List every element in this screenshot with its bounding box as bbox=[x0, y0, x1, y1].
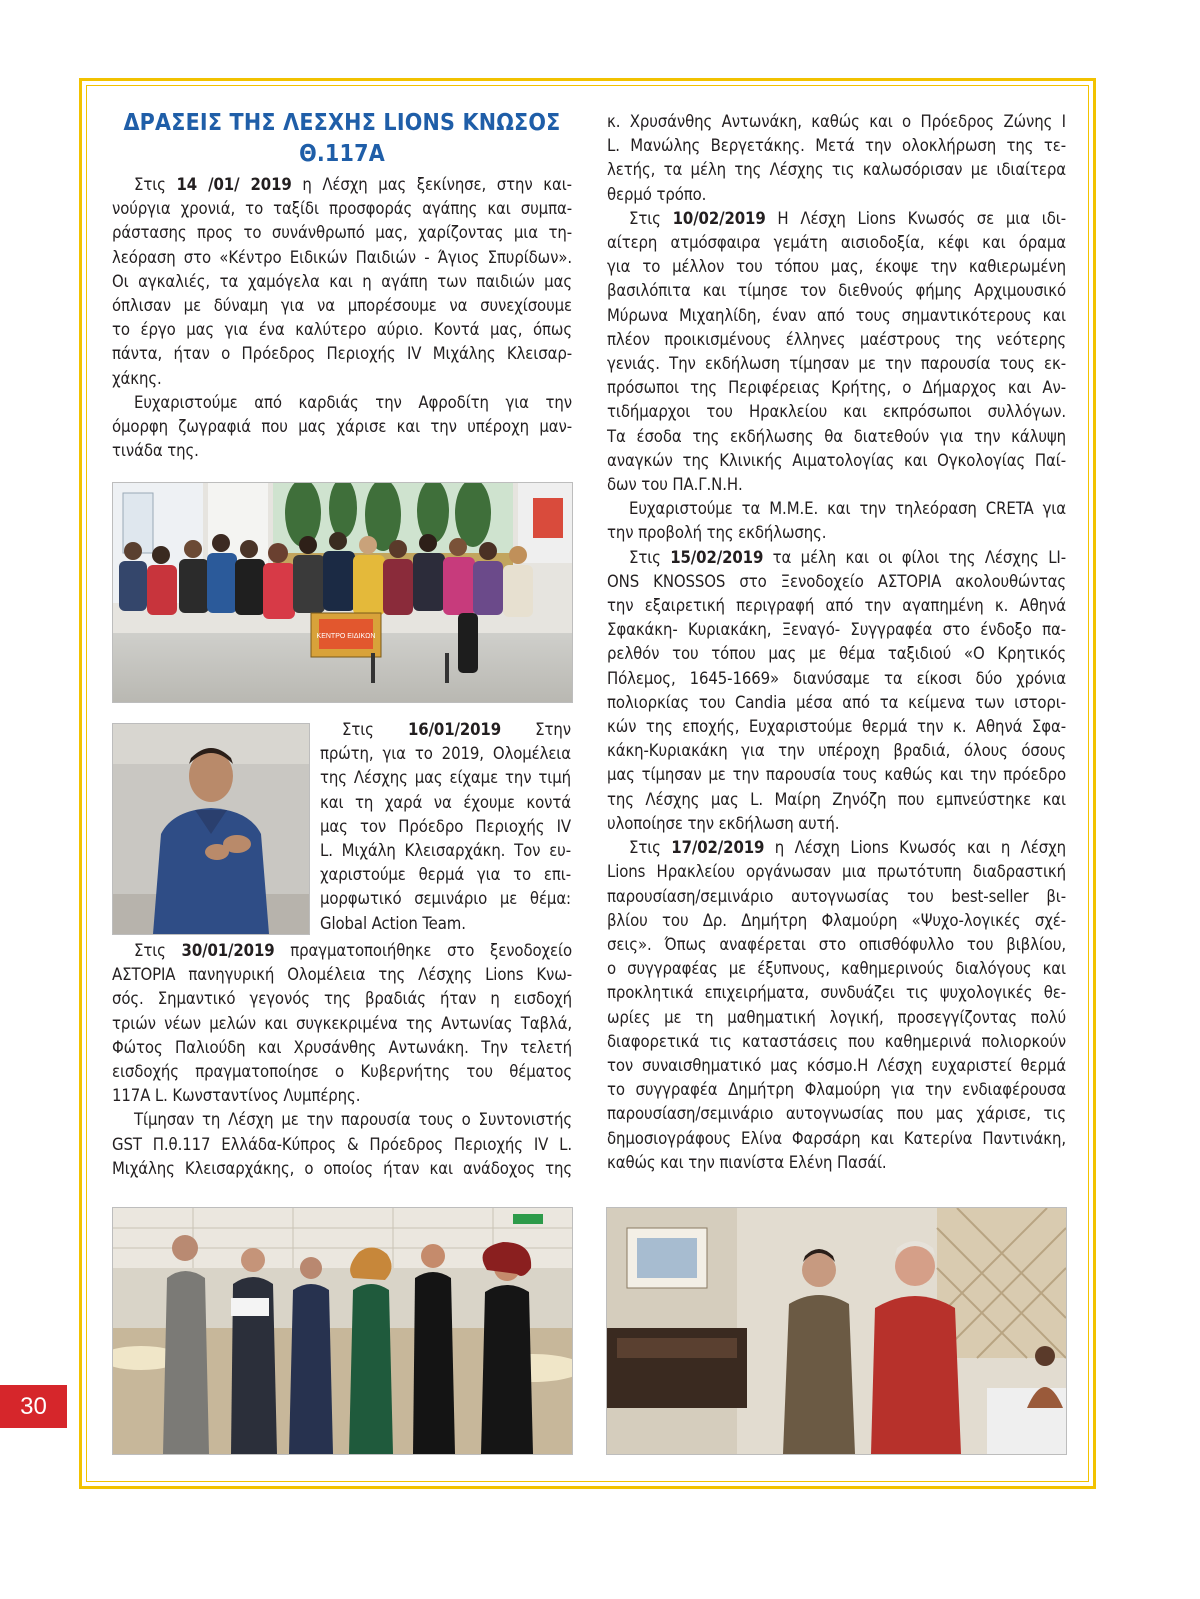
hotel-event-photo bbox=[607, 1208, 1066, 1454]
text-line: τιδήμαρχοι του Ηρακλείου και εκπρόσωποι συλλόγων. bbox=[607, 402, 1066, 422]
text-run: πραγματοποιήθηκε στο ξενοδοχείο bbox=[274, 941, 572, 960]
date-highlight: 10/02/2019 bbox=[672, 208, 766, 228]
text-line: παρουσίαση/σεμινάριο αυτογνωσίας του best-seller βι- bbox=[607, 886, 1066, 906]
text-line: τον συναισθηματικό μας κόσμο.Η Λέσχη ευχαριστεί θερμά bbox=[607, 1055, 1066, 1075]
photo-induction-ceremony bbox=[112, 1207, 573, 1455]
text-run: Στην bbox=[501, 720, 571, 739]
text-line: εισδοχής πραγματοποίησε ο Κυβερνήτης του θέματος bbox=[112, 1062, 572, 1082]
text-line: πλέον προικισμένους έλληνες μαέστρους της νεότερης bbox=[607, 329, 1066, 349]
text-line: σεις». Όπως αναφέρεται στο οπισθόφυλλο του βιβλίου, bbox=[607, 934, 1066, 954]
text-line bbox=[607, 207, 1066, 231]
photo-hotel-event bbox=[606, 1207, 1067, 1455]
text-line: προκλητικά επιχειρήματα, συνδυάζει τις ψυχολογικές θε- bbox=[607, 983, 1066, 1003]
text-line: χαριστούμε θερμά για το επι- bbox=[320, 865, 571, 885]
date-highlight: 30/01/2019 bbox=[181, 941, 275, 960]
text-run: Στις bbox=[134, 941, 182, 960]
text-run: Η Λέσχη Lions Κνωσός σε μια ιδι- bbox=[765, 208, 1066, 228]
text-line bbox=[320, 718, 571, 742]
photo-speaker bbox=[112, 723, 310, 935]
text-line: την εξαιρετική περιγραφή από την αγαπημένη κ. Αθηνά bbox=[607, 596, 1066, 616]
text-line bbox=[112, 173, 572, 197]
text-line: λεόραση στο «Κέντρο Ειδικών Παιδιών - Άγιος Σπυρίδων». bbox=[112, 247, 572, 267]
text-line bbox=[607, 546, 1066, 570]
text-run: Στις bbox=[629, 547, 671, 567]
text-line bbox=[112, 939, 572, 963]
text-line: μορφωτικό σεμινάριο με θέμα: bbox=[320, 889, 571, 909]
text-line: GST Π.θ.117 Ελλάδα-Κύπρος & Πρόεδρος Περιοχής IV L. bbox=[112, 1134, 572, 1154]
text-line: διαφορετικά τις καταστάσεις που καθημερινά πολιορκούν bbox=[607, 1031, 1066, 1051]
text-line: Ευχαριστούμε τα Μ.Μ.Ε. και την τηλεόραση CRETA για bbox=[629, 499, 1066, 519]
article-title-line1: ΔΡΑΣΕΙΣ ΤΗΣ ΛΕΣΧΗΣ LIONS ΚΝΩΣΟΣ bbox=[123, 110, 561, 136]
text-line: L. Μιχάλη Κλεισαρχάκη. Τον ευ- bbox=[320, 841, 571, 861]
text-run: η Λέσχη Lions Κνωσός και η Λέσχη bbox=[764, 838, 1067, 858]
text-line: της Λέσχης μας είχαμε την τιμή bbox=[320, 768, 571, 788]
text-line: Lions Ηρακλείου οργάνωσαν μια πρωτότυπη διαδραστική bbox=[607, 862, 1066, 882]
text-line: παρουσίαση/σεμινάριο αυτογνωσίας που μας χάρισε, τις bbox=[607, 1104, 1066, 1124]
article-title bbox=[112, 108, 572, 170]
text-run: η Λέσχη μας ξεκίνησε, στην και- bbox=[291, 175, 572, 194]
text-line: πάντα, ήταν ο Πρόεδρος Περιοχής IV Μιχάλης Κλεισαρ- bbox=[112, 344, 572, 364]
left-column-bottom-text bbox=[112, 939, 572, 1181]
text-run: τα μέλη και οι φίλοι της Λέσχης LI- bbox=[763, 547, 1066, 567]
text-line: βασιλόπιτα και τίμησε τον διεθνούς φήμης Αρχιμουσικό bbox=[607, 281, 1066, 301]
article-title-line2: Θ.117Α bbox=[299, 141, 385, 167]
text-line: Φώτος Παλιούδη και Χρυσάνθης Αντωνάκη. Την τελετή bbox=[112, 1037, 572, 1057]
right-column-text bbox=[607, 110, 1066, 1175]
text-line: L. Μανώλης Βεργετάκης. Μετά την ολοκλήρωση της τε- bbox=[607, 136, 1066, 156]
text-line: χάκης. bbox=[112, 368, 162, 388]
text-line: Μύρωνα Μιχαηλίδη, έναν από τους σημαντικότερους και bbox=[607, 305, 1066, 325]
text-line: αναγκών της Κλινικής Αιματολογίας και Ογκολογίας Παί- bbox=[607, 450, 1066, 470]
text-line: Πόλεμος, 1645-1669» διανύσαμε τα είκοσι δύο χρόνια bbox=[607, 668, 1066, 688]
text-line: κάκη-Κυριακάκη για την υπέροχη βραδιά, όλους όσους bbox=[607, 741, 1066, 761]
left-column-top-text bbox=[112, 173, 572, 463]
text-run: Στις bbox=[134, 175, 177, 194]
tv-box-text: ΚΕΝΤΡΟ ΕΙΔΙΚΩΝ bbox=[316, 633, 376, 640]
text-line: σός. Σημαντικό γεγονός της βραδιάς ήταν η εισδοχή bbox=[112, 989, 572, 1009]
photo-children-centre bbox=[112, 482, 573, 703]
text-line: τινάδα της. bbox=[112, 441, 199, 461]
text-line: το έργο μας για ένα καλύτερο αύριο. Κοντά μας, όπως bbox=[112, 320, 572, 340]
text-line: αίτερη ατμόσφαιρα γεμάτη αισιοδοξία, κέφι και όραμα bbox=[607, 233, 1066, 253]
text-line: μας τίμησαν με την παρουσία τους καθώς και την πρόεδρο bbox=[607, 765, 1066, 785]
text-line: την προβολή της εκδήλωσης. bbox=[607, 523, 827, 543]
text-line: τριών νέων μελών και συγκεκριμένα της Αντωνίας Ταβλά, bbox=[112, 1013, 572, 1033]
text-line: ρελθόν του τόπου μας με θέμα ταξιδιού «Ο Κρητικός bbox=[607, 644, 1066, 664]
date-highlight: 16/01/2019 bbox=[408, 720, 502, 739]
page-number-badge: 30 bbox=[0, 1385, 67, 1428]
text-line: καθώς και την πιανίστα Ελένη Πασάί. bbox=[607, 1152, 887, 1172]
text-line: Σφακάκη- Κυριακάκη, Ξεναγό- Συγγραφέα στο ένδοξο πα- bbox=[607, 620, 1066, 640]
text-line: για το μέλλον του τόπου μας, έκοψε την καθιερωμένη bbox=[607, 257, 1066, 277]
text-line: όπλισαν με δύναμη για να μπορέσουμε να συνεχίσουμε bbox=[112, 296, 572, 316]
text-line: πρόσωποι της Περιφέρειας Κρήτης, ο Δήμαρχος και Αν- bbox=[607, 378, 1066, 398]
text-line: Τίμησαν τη Λέσχη με την παρουσία τους ο Συντονιστής bbox=[134, 1110, 572, 1130]
date-highlight: 15/02/2019 bbox=[670, 547, 764, 567]
text-line: ράστασης προς το συνάνθρωπό μας, χαρίζοντας μια τη- bbox=[112, 223, 572, 243]
text-line: ONS KNOSSOS στο Ξενοδοχείο ΑΣΤΟΡΙΑ ακολουθώντας bbox=[607, 571, 1066, 591]
text-line: πολιορκίας του Candia μέσα από τα κείμενα των ιστορι- bbox=[607, 692, 1066, 712]
text-line: κών της εποχής, Ευχαριστούμε θερμά την κ. Αθηνά Σφα- bbox=[607, 717, 1066, 737]
text-run: Στις bbox=[629, 208, 673, 228]
speaker-photo bbox=[113, 724, 309, 934]
text-line: ο συγγραφέας με έξυπνους, καθημερινούς διαλόγους και bbox=[607, 959, 1066, 979]
text-run: Στις bbox=[342, 720, 408, 739]
text-line: Ευχαριστούμε από καρδιάς την Αφροδίτη για την bbox=[134, 392, 572, 412]
text-line bbox=[607, 836, 1066, 860]
text-run: Στις bbox=[629, 838, 672, 858]
text-line: υλοποίησε την εκδήλωση αυτή. bbox=[607, 813, 840, 833]
text-line: βλίου του Δρ. Δημήτρη Φλαμούρη «Ψυχο-λογικές σχέ- bbox=[607, 910, 1066, 930]
text-line: νούργια χρονιά, το ταξίδι προσφοράς αγάπης και συμπα- bbox=[112, 199, 572, 219]
text-line: της Λέσχης μας L. Μαίρη Ζηνόζη που εμπνεύστηκε και bbox=[607, 789, 1066, 809]
children-centre-group-photo bbox=[113, 483, 572, 702]
text-line: και τη χαρά να έχουμε κοντά bbox=[320, 792, 571, 812]
text-line: Global Action Team. bbox=[320, 913, 466, 933]
text-line: θερμό τρόπο. bbox=[607, 184, 707, 204]
date-highlight: 17/02/2019 bbox=[671, 838, 765, 858]
text-line: γενιάς. Την εκδήλωση τίμησαν με την παρουσία τους εκ- bbox=[607, 354, 1066, 374]
text-line: δων του ΠΑ.Γ.Ν.Η. bbox=[607, 475, 743, 495]
text-line: Οι αγκαλιές, τα χαμόγελα και η αγάπη των παιδιών μας bbox=[112, 271, 572, 291]
left-column-beside-photo bbox=[320, 718, 571, 936]
induction-ceremony-photo bbox=[113, 1208, 572, 1454]
text-line: ωρίες με τη μαθηματική λογική, προσεγγίζοντας πολύ bbox=[607, 1007, 1066, 1027]
text-line: μας τον Πρόεδρο Περιοχής IV bbox=[320, 816, 571, 836]
text-line: λετής, τα μέλη της Λέσχης τις καλωσόρισαν με ιδιαίτερα bbox=[607, 160, 1066, 180]
text-line: Μιχάλης Κλεισαρχάκης, ο οποίος ήταν και ανάδοχος της bbox=[112, 1158, 572, 1178]
text-line: πρώτη, για το 2019, Ολομέλεια bbox=[320, 744, 571, 764]
text-line: δημοσιογράφους Ελίνα Φαρσάρη και Κατερίνα Παντινάκη, bbox=[607, 1128, 1066, 1148]
date-highlight: 14 /01/ 2019 bbox=[176, 175, 292, 194]
text-line: 117Α L. Κωνσταντίνος Λυμπέρης. bbox=[112, 1086, 361, 1106]
text-line: το συγγραφέα Δημήτρη Φλαμούρη για την ενδιαφέρουσα bbox=[607, 1080, 1066, 1100]
text-line: κ. Χρυσάνθης Αντωνάκη, καθώς και ο Πρόεδρος Ζώνης Ι bbox=[607, 112, 1066, 131]
text-line: Τα έσοδα της εκδήλωσης θα διατεθούν για την κάλυψη bbox=[607, 426, 1066, 446]
text-line: όμορφη ζωγραφιά που μας χάρισε και την υπέροχη μαν- bbox=[112, 417, 572, 437]
text-line: ΑΣΤΟΡΙΑ πανηγυρική Ολομέλεια της Λέσχης Lions Κνω- bbox=[112, 965, 572, 985]
